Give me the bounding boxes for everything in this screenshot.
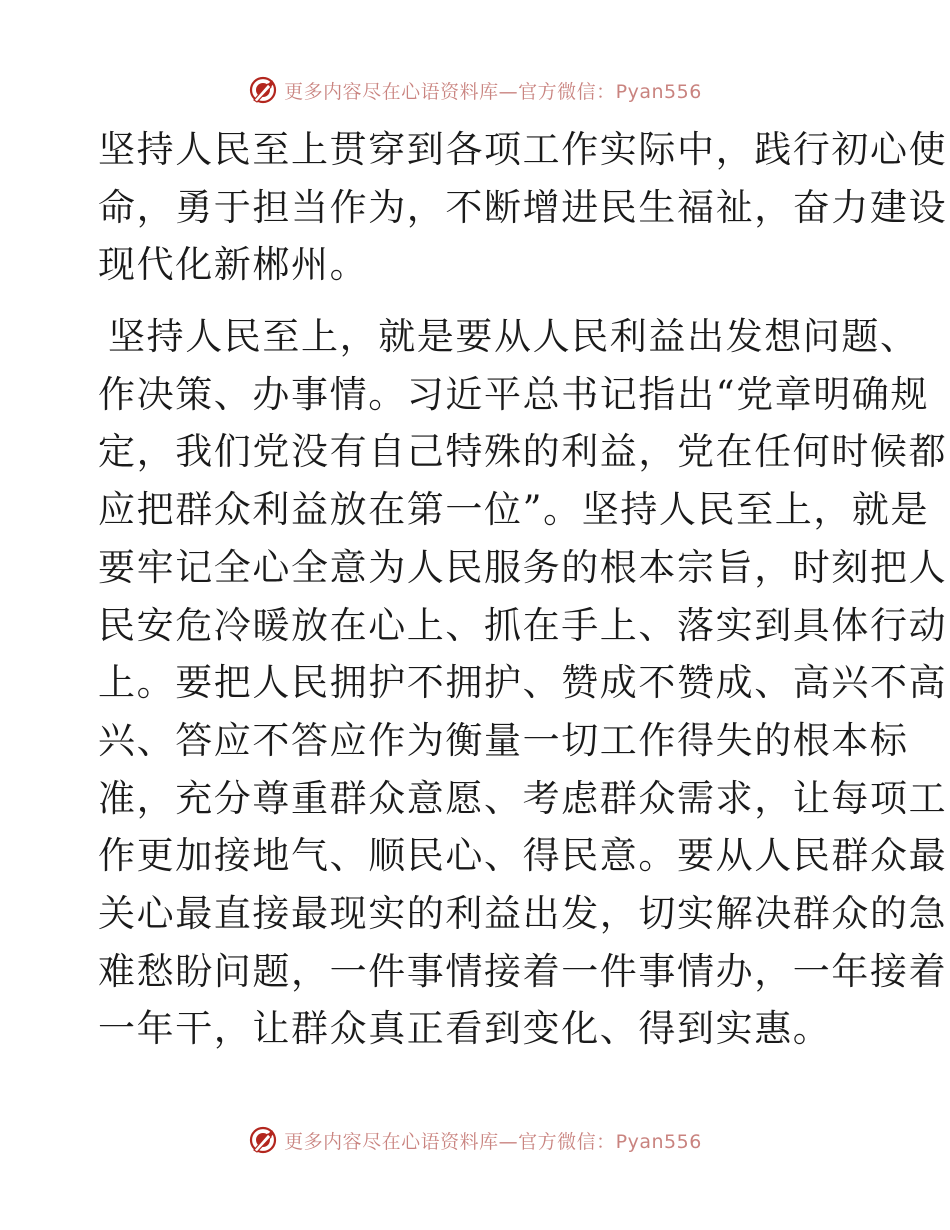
text-line: 要牢记全心全意为人民服务的根本宗旨，时刻把人	[98, 545, 948, 589]
text-line: 作决策、办事情。习近平总书记指出“党章明确规	[98, 372, 930, 416]
text-line: 兴、答应不答应作为衡量一切工作得失的根本标	[98, 718, 909, 762]
pen-circle-logo-icon	[248, 1125, 278, 1155]
text-line: 坚持人民至上，就是要从人民利益出发想问题、	[108, 315, 919, 359]
text-line: 上。要把人民拥护不拥护、赞成不赞成、高兴不高	[98, 661, 948, 705]
text-line: 一年干，让群众真正看到变化、得到实惠。	[98, 1007, 832, 1051]
text-line: 现代化新郴州。	[98, 243, 369, 287]
paragraph-1	[98, 121, 948, 294]
text-line: 民安危冷暖放在心上、抓在手上、落实到具体行动	[98, 603, 948, 647]
header-banner-text: 更多内容尽在心语资料库—官方微信：Pyan556	[284, 80, 702, 103]
document-body	[98, 121, 948, 1058]
text-line: 坚持人民至上贯穿到各项工作实际中，践行初心使	[98, 128, 948, 171]
paragraph-2	[98, 308, 948, 1058]
text-line: 命，勇于担当作为，不断增进民生福祉，奋力建设	[98, 185, 948, 229]
text-line: 作更加接地气、顺民心、得民意。要从人民群众最	[98, 834, 948, 878]
header-banner	[0, 70, 950, 110]
footer-banner-text: 更多内容尽在心语资料库—官方微信：Pyan556	[284, 1130, 702, 1153]
text-line: 难愁盼问题，一件事情接着一件事情办，一年接着	[98, 949, 948, 993]
text-line: 准，充分尊重群众意愿、考虑群众需求，让每项工	[98, 776, 948, 820]
text-line: 定，我们党没有自己特殊的利益，党在任何时候都	[98, 430, 948, 474]
text-line: 应把群众利益放在第一位”。坚持人民至上，就是	[98, 488, 930, 532]
text-line: 关心最直接最现实的利益出发，切实解决群众的急	[98, 891, 948, 935]
footer-banner	[0, 1120, 950, 1160]
pen-circle-logo-icon	[248, 75, 278, 105]
